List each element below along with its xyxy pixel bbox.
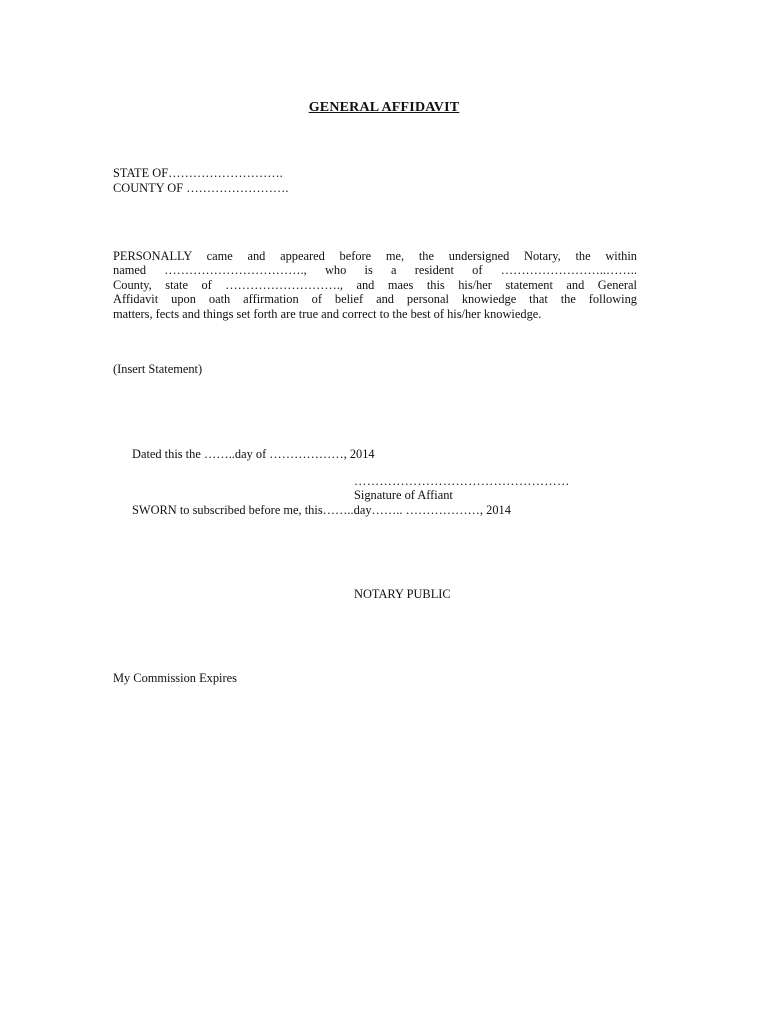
document-title: GENERAL AFFIDAVIT (308, 100, 460, 115)
notary-public-label: NOTARY PUBLIC (354, 587, 451, 601)
signature-label: Signature of Affiant (354, 488, 453, 502)
signature-line: …………………………………………… (354, 474, 570, 488)
body-line-4: Affidavit upon oath affirmation of belief and personal knowiedge that the following (113, 292, 637, 307)
insert-statement-placeholder: (Insert Statement) (113, 362, 203, 376)
dated-line: Dated this the ……..day of ………………, 2014 (132, 447, 375, 461)
commission-expires-label: My Commission Expires (113, 671, 237, 685)
county-line: COUNTY OF ……………………. (113, 181, 289, 195)
state-line: STATE OF………………………. (113, 166, 283, 180)
body-line-1: PERSONALLY came and appeared before me, the undersigned Notary, the within (113, 249, 637, 263)
body-line-3: County, state of ………………………., and maes this his/her statement and General (113, 277, 637, 292)
body-line-5: matters, fects and things set forth are true and correct to the best of his/her knowiedge. (113, 306, 542, 321)
affidavit-body-paragraph (113, 249, 637, 321)
body-line-2: named ……………………………., who is a resident of ……………………..…….. (113, 263, 637, 278)
sworn-line: SWORN to subscribed before me, this……..day…….. ………………, 2014 (132, 503, 511, 517)
